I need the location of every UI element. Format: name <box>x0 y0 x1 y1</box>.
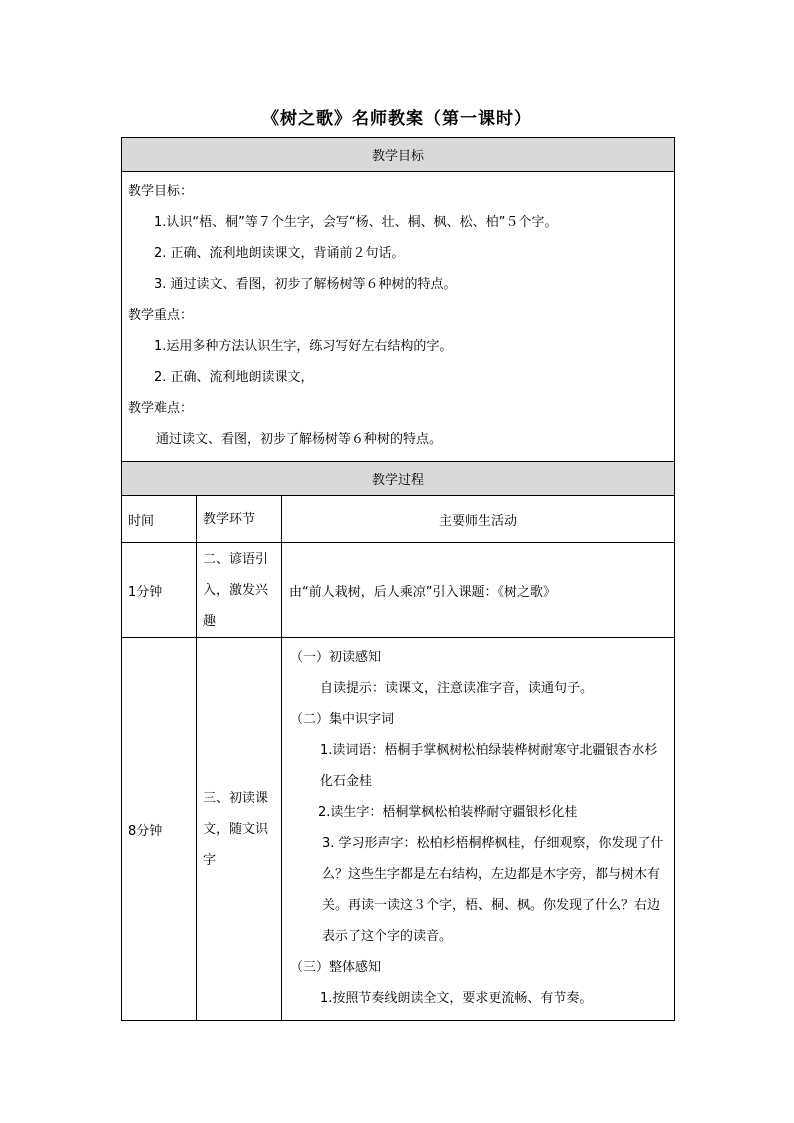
activity-line: 自读提示：读课文，注意读准字音，读通句子。 <box>320 681 594 696</box>
section-header-objectives: 教学目标 <box>122 138 675 172</box>
row-activity <box>282 638 675 1021</box>
row-activity: 由“前人栽树，后人乘凉”引入课题：《树之歌》 <box>282 543 675 638</box>
document-title: 《树之歌》名师教案（第一课时） <box>262 109 532 129</box>
column-header-step: 教学环节 <box>197 496 282 543</box>
lesson-plan-table <box>121 137 675 1021</box>
activity-line: 2.读生字：梧桐掌枫松柏装桦耐守疆银杉化桂 <box>318 805 578 820</box>
row-time: 8分钟 <box>122 638 197 1021</box>
goal-label: 教学目标： <box>128 184 194 199</box>
key-item: 2. 正确、流利地朗读课文， <box>154 370 314 385</box>
activity-heading: （一）初读感知 <box>290 650 382 665</box>
activity-line: 1.按照节奏线朗读全文，要求更流畅、有节奏。 <box>320 991 593 1006</box>
goal-item: 1.认识“梧、桐”等７个生字，会写“杨、壮、桐、枫、松、柏”５个字。 <box>154 215 558 230</box>
objectives-cell <box>122 172 675 462</box>
difficulty-item: 通过读文、看图，初步了解杨树等６种树的特点。 <box>156 432 443 447</box>
key-item: 1.运用多种方法认识生字，练习写好左右结构的字。 <box>154 339 453 354</box>
row-step: 二、谚语引入，激发兴趣 <box>197 543 282 638</box>
activity-heading: （三）整体感知 <box>290 960 382 975</box>
goal-item: 3. 通过读文、看图，初步了解杨树等６种树的特点。 <box>154 277 457 292</box>
key-label: 教学重点： <box>128 308 194 323</box>
activity-line: 1.读词语：梧桐手掌枫树松柏绿装桦树耐寒守北疆银杏水杉化石金桂 <box>320 743 658 789</box>
activity-heading: （二）集中识字词 <box>290 712 395 727</box>
goal-item: 2. 正确、流利地朗读课文，背诵前２句话。 <box>154 246 405 261</box>
section-header-process: 教学过程 <box>122 462 675 496</box>
column-header-activity: 主要师生活动 <box>282 496 675 543</box>
difficulty-label: 教学难点： <box>128 401 194 416</box>
column-header-time: 时间 <box>122 496 197 543</box>
activity-line: 3. 学习形声字：松柏杉梧桐桦枫桂，仔细观察，你发现了什么？这些生字都是左右结构，左边都是木字旁，都与树木有关。再读一读这３个字，梧、桐、枫。你发现了什么？右边表示了这个字的读音。 <box>322 836 664 944</box>
row-time: 1分钟 <box>122 543 197 638</box>
row-step: 三、初读课文，随文识字 <box>197 638 282 1021</box>
